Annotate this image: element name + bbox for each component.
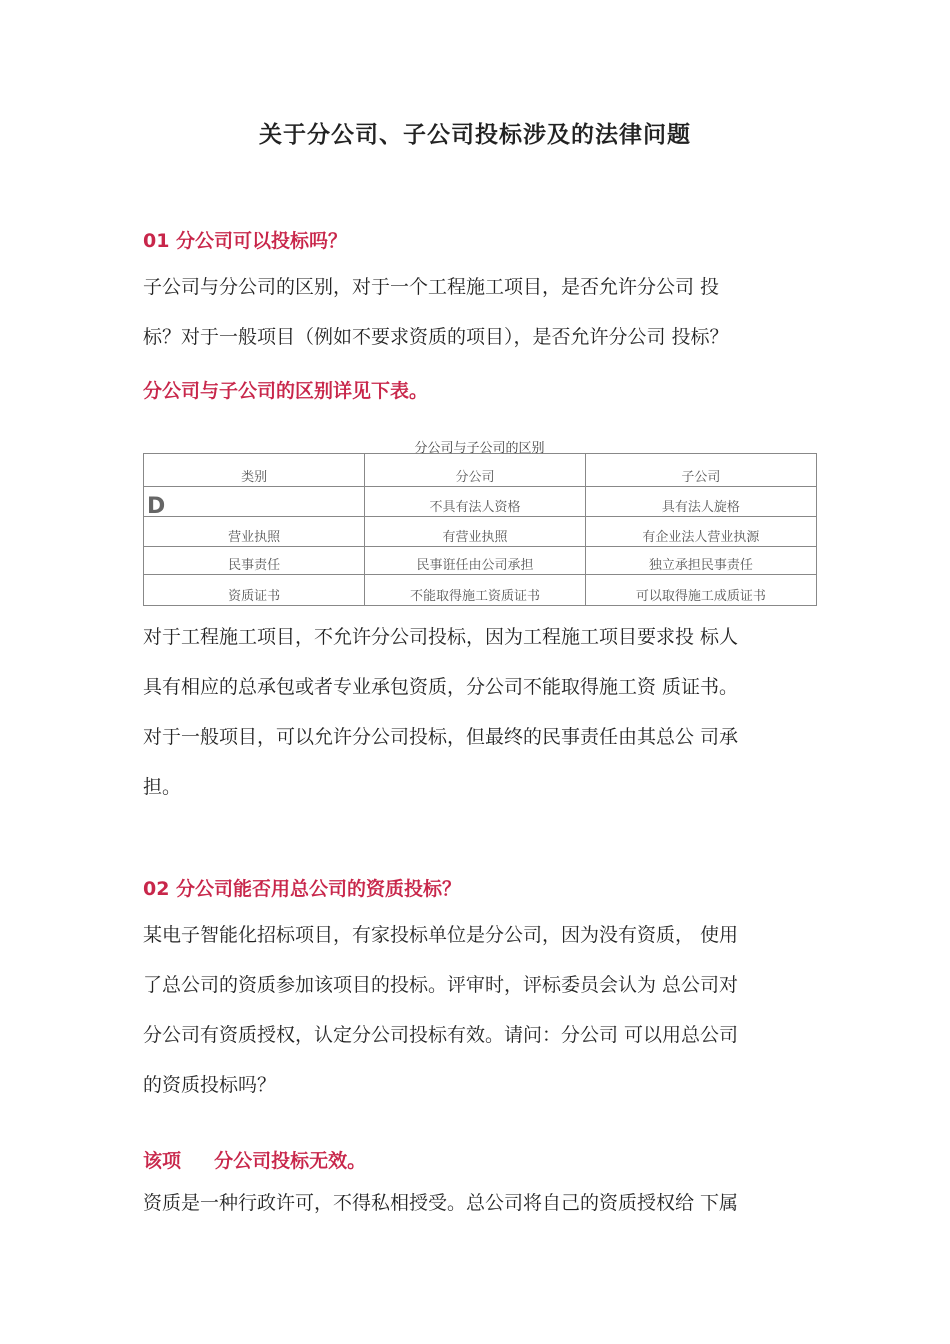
section1-answer-line-2: 具有相应的总承包或者专业承包资质，分公司不能取得施工资 质证书。 <box>143 676 739 698</box>
table-row <box>144 547 817 575</box>
section2-reason <box>143 1178 823 1228</box>
table-cell-subsidiary: 独立承担民事责任 <box>585 547 816 575</box>
table-cell-category: 营业执照 <box>144 517 365 547</box>
table-cell-branch: 有营业执照 <box>365 517 585 547</box>
section1-heading: 01 分公司可以投标吗？ <box>143 230 348 252</box>
table-cell-branch: 民事诳任由公司承担 <box>365 547 585 575</box>
section2-heading: 02 分公司能否用总公司的资质投标？ <box>143 878 462 900</box>
section1-answer-line-3: 对于一般项目，可以允许分公司投标，但最终的民事责任由其总公 司承 <box>143 726 739 748</box>
section1-intro-line-1: 子公司与分公司的区别，对于一个工程施工项目，是否允许分公司 投 <box>143 276 720 298</box>
document-title: 关于分公司、子公司投标涉及的法律问题 <box>259 122 691 148</box>
table-header-row <box>144 454 817 487</box>
section1-intro-line-2: 标？对于一般项目（例如不要求资质的项目），是否允许分公司 投标？ <box>143 326 729 348</box>
section1-answer-line-1: 对于工程施工项目，不允许分公司投标，因为工程施工项目要求投 标人 <box>143 626 739 648</box>
section2-verdict: 该项 分公司投标无效。 <box>143 1150 367 1172</box>
section2-case-line-1: 某电子智能化招标项目，有家投标单位是分公司，因为没有资质， 使用 <box>143 924 739 946</box>
table-caption: 分公司与子公司的区别 <box>414 441 545 456</box>
table-cell-category <box>144 487 365 517</box>
table-row <box>144 487 817 517</box>
header-category: 类别 <box>144 454 365 487</box>
section2-case-line-4: 的资质投标吗？ <box>143 1074 277 1096</box>
header-subsidiary: 子公司 <box>585 454 816 487</box>
section2-case <box>143 910 823 1110</box>
section2-reason-line-1: 资质是一种行政许可，不得私相授受。总公司将自己的资质授权给 下属 <box>143 1192 739 1214</box>
table-cell-subsidiary: 有企业法人营业执源 <box>585 517 816 547</box>
section1-answer-line-4: 担。 <box>143 776 182 798</box>
table-cell-subsidiary: 具有法人旋格 <box>585 487 816 517</box>
table-cell-subsidiary: 可以取得施工成质证书 <box>585 575 816 606</box>
table-cell-category: 资质证书 <box>144 575 365 606</box>
table-note: 分公司与子公司的区别详见下表。 <box>143 380 429 402</box>
section2-case-line-2: 了总公司的资质参加该项目的投标。评审时，评标委员会认为 总公司对 <box>143 974 739 996</box>
header-branch: 分公司 <box>365 454 585 487</box>
table-row <box>144 517 817 547</box>
table-cell-branch: 不能取得施工资质证书 <box>365 575 585 606</box>
table-cell-category: 民事责任 <box>144 547 365 575</box>
section1-intro <box>143 262 823 362</box>
table-cell-branch: 不具有法人资格 <box>365 487 585 517</box>
scan-mark: D <box>147 494 166 519</box>
section2-case-line-3: 分公司有资质授权，认定分公司投标有效。请问：分公司 可以用总公司 <box>143 1024 739 1046</box>
section1-answer <box>143 612 823 812</box>
comparison-table <box>143 453 817 606</box>
table-row <box>144 575 817 606</box>
